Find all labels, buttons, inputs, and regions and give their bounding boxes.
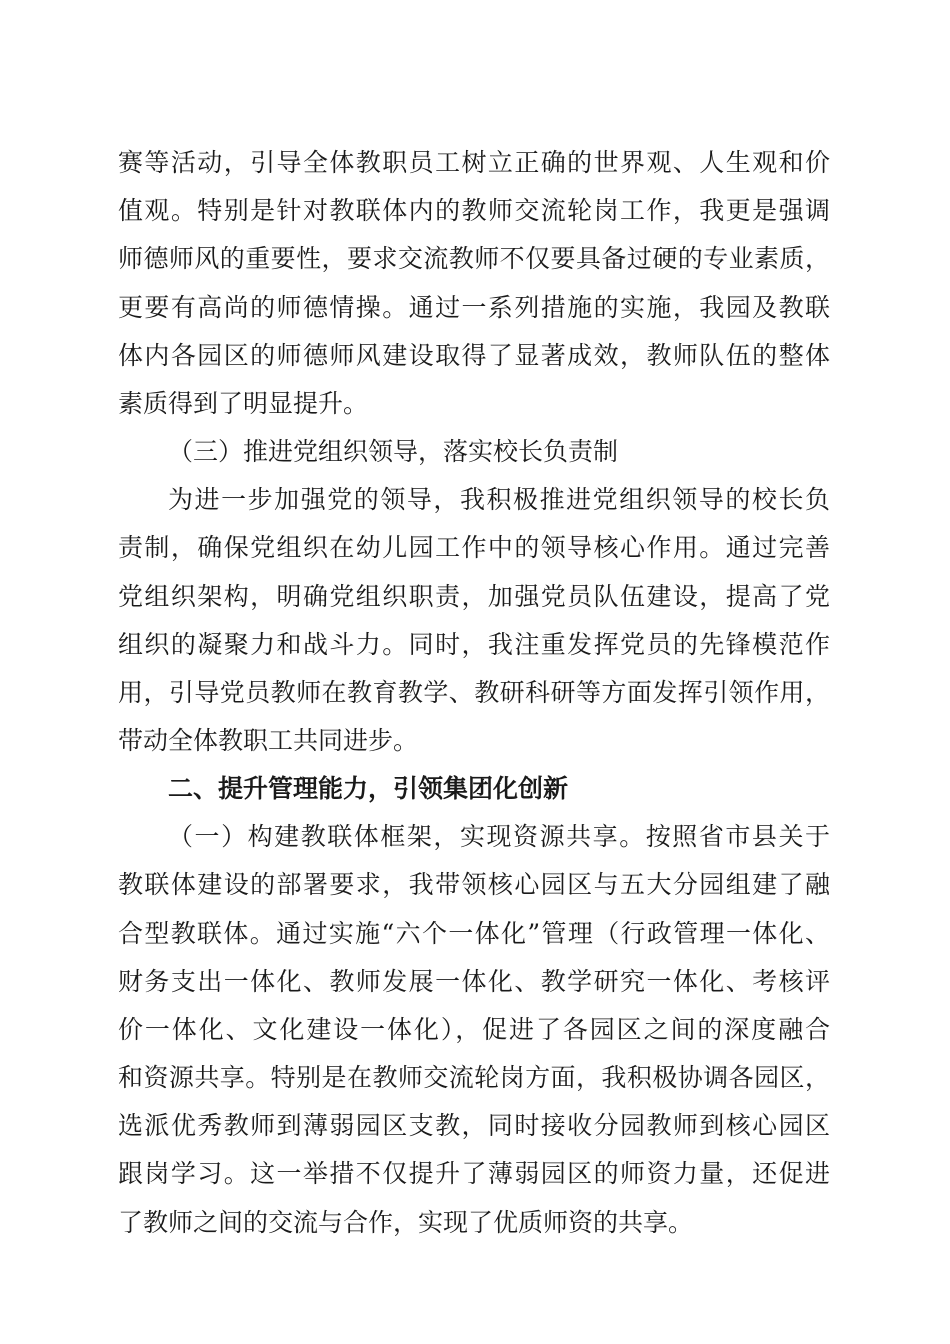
paragraph-line: 为进一步加强党的领导，我积极推进党组织领导的校长负 bbox=[168, 485, 830, 514]
paragraph-line: 师德师风的重要性，要求交流教师不仅要具备过硬的专业素质， bbox=[118, 244, 830, 273]
paragraph-line: 选派优秀教师到薄弱园区支教，同时接收分园教师到核心园区 bbox=[118, 1111, 830, 1140]
paragraph-line: 赛等活动，引导全体教职员工树立正确的世界观、人生观和价 bbox=[118, 148, 830, 177]
paragraph-line: 党组织架构，明确党组织职责，加强党员队伍建设，提高了党 bbox=[118, 582, 830, 611]
paragraph-line: 用，引导党员教师在教育教学、教研科研等方面发挥引领作用， bbox=[118, 678, 830, 707]
paragraph-line: 值观。特别是针对教联体内的教师交流轮岗工作，我更是强调 bbox=[118, 196, 830, 225]
paragraph-line: 责制，确保党组织在幼儿园工作中的领导核心作用。通过完善 bbox=[118, 533, 830, 562]
paragraph-line: 财务支出一体化、教师发展一体化、教学研究一体化、考核评 bbox=[118, 967, 830, 996]
paragraph-line: 跟岗学习。这一举措不仅提升了薄弱园区的师资力量，还促进 bbox=[118, 1159, 830, 1188]
paragraph-line: 素质得到了明显提升。 bbox=[118, 389, 369, 418]
paragraph-line: 带动全体教职工共同进步。 bbox=[118, 726, 419, 755]
paragraph-line: 了教师之间的交流与合作，实现了优质师资的共享。 bbox=[118, 1208, 694, 1237]
section-subheading: （三）推进党组织领导，落实校长负责制 bbox=[168, 437, 619, 466]
paragraph-line: 教联体建设的部署要求，我带领核心园区与五大分园组建了融 bbox=[118, 870, 830, 899]
paragraph-line: 和资源共享。特别是在教师交流轮岗方面，我积极协调各园区， bbox=[118, 1063, 830, 1092]
paragraph-line: 更要有高尚的师德情操。通过一系列措施的实施，我园及教联 bbox=[118, 293, 830, 322]
paragraph-line: （一）构建教联体框架，实现资源共享。按照省市县关于 bbox=[168, 822, 830, 851]
paragraph-line: 体内各园区的师德师风建设取得了显著成效，教师队伍的整体 bbox=[118, 341, 830, 370]
section-heading: 二、提升管理能力，引领集团化创新 bbox=[168, 774, 569, 803]
paragraph-line: 组织的凝聚力和战斗力。同时，我注重发挥党员的先锋模范作 bbox=[118, 630, 830, 659]
paragraph-line: 合型教联体。通过实施“六个一体化”管理（行政管理一体化、 bbox=[118, 919, 830, 948]
paragraph-line: 价一体化、文化建设一体化），促进了各园区之间的深度融合 bbox=[118, 1015, 830, 1044]
